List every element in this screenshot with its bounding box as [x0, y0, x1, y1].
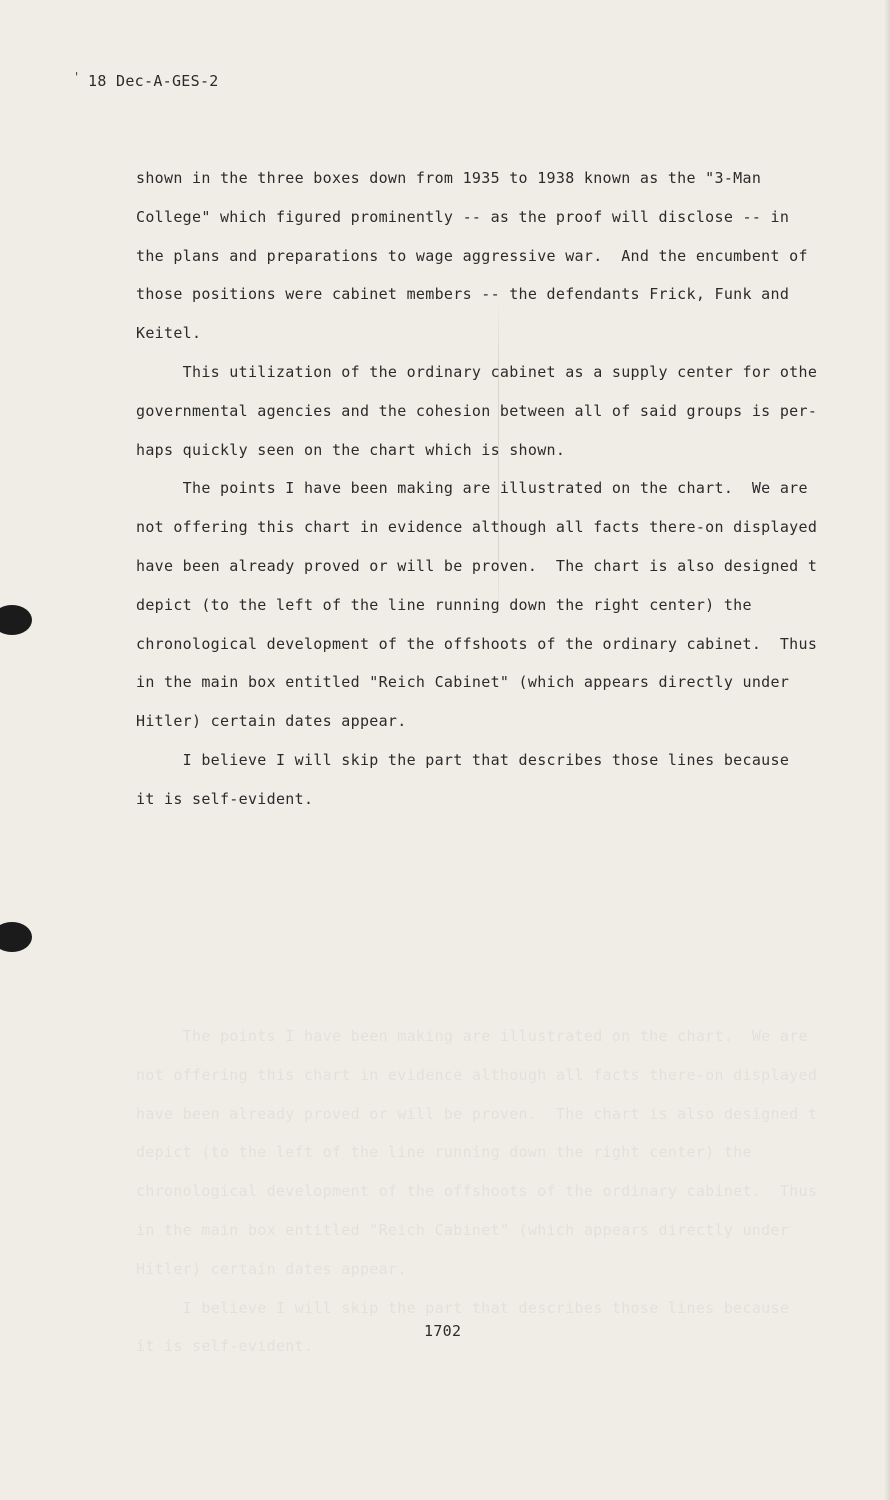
text-line: shown in the three boxes down from 1935 to 1938 known as the "3-Man: [136, 169, 762, 187]
text-line: it is self-evident.: [136, 789, 314, 808]
text-line: Hitler) certain dates appear.: [136, 712, 407, 731]
document-header: 18 Dec-A-GES-2: [88, 72, 219, 90]
text-line: This utilization of the ordinary cabinet as a supply center for othe: [136, 362, 818, 381]
ghost-line: I believe I will skip the part that describes those lines because: [136, 1298, 790, 1317]
body-text: [136, 166, 836, 826]
ghost-line: in the main box entitled "Reich Cabinet" (which appears directly under: [136, 1220, 790, 1239]
punch-hole-icon: [0, 922, 32, 952]
ghost-line: The points I have been making are illustrated on the chart. We are: [136, 1027, 808, 1045]
text-line: I believe I will skip the part that describes those lines because: [136, 750, 790, 769]
text-line: the plans and preparations to wage aggressive war. And the encumbent of: [136, 246, 808, 265]
ghost-line: it is self-evident.: [136, 1337, 314, 1356]
show-through-text: [136, 1024, 836, 1373]
ghost-line: not offering this chart in evidence although all facts there-on displayed: [136, 1065, 818, 1084]
text-line: haps quickly seen on the chart which is shown.: [136, 440, 566, 459]
text-line: have been already proved or will be proven. The chart is also designed t: [136, 556, 818, 575]
text-line: depict (to the left of the line running down the right center) the: [136, 595, 752, 614]
text-line: College" which figured prominently -- as the proof will disclose -- in: [136, 207, 790, 226]
page-number: 1702: [424, 1322, 462, 1340]
page-edge-shadow: [884, 0, 890, 1500]
text-line: governmental agencies and the cohesion between all of said groups is per-: [136, 401, 818, 420]
ghost-line: have been already proved or will be proven. The chart is also designed t: [136, 1104, 818, 1123]
ghost-line: depict (to the left of the line running down the right center) the: [136, 1143, 752, 1162]
text-line: not offering this chart in evidence although all facts there-on displayed: [136, 518, 818, 537]
ghost-line: chronological development of the offshoots of the ordinary cabinet. Thus: [136, 1182, 818, 1201]
text-line: in the main box entitled "Reich Cabinet" (which appears directly under: [136, 673, 790, 692]
text-line: chronological development of the offshoots of the ordinary cabinet. Thus: [136, 634, 818, 653]
text-line: The points I have been making are illustrated on the chart. We are: [136, 479, 808, 498]
text-line: Keitel.: [136, 324, 202, 343]
punch-hole-icon: [0, 605, 32, 635]
margin-tick-mark: ': [73, 70, 81, 84]
text-line: those positions were cabinet members -- the defendants Frick, Funk and: [136, 285, 790, 304]
ghost-line: Hitler) certain dates appear.: [136, 1259, 407, 1278]
